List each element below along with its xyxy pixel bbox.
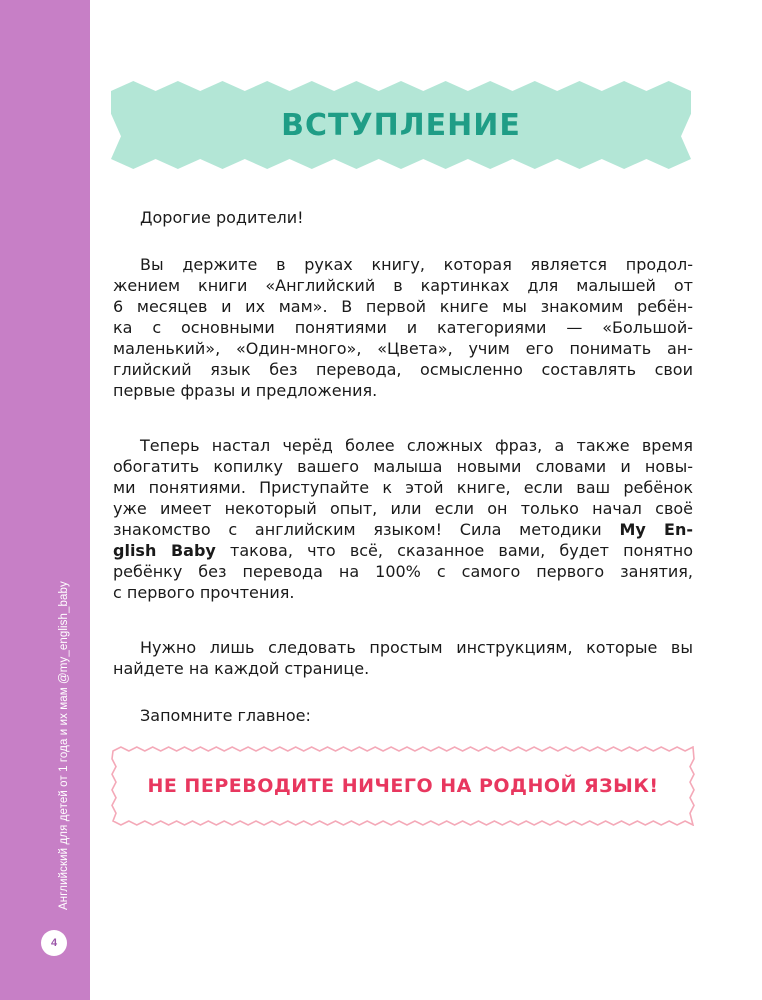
- text-line: ка с основными понятиями и категориями — «Большой-: [113, 318, 693, 337]
- sidebar-vertical-caption: Английский для детей от 1 года и их мам @my_english_baby: [58, 581, 70, 910]
- page-title: ВСТУПЛЕНИЕ: [281, 107, 521, 143]
- title-banner: [111, 81, 691, 169]
- main-rule-notice: [111, 746, 695, 826]
- text-line: 6 месяцев и их мам». В первой книге мы знакомим ребён-: [113, 297, 693, 316]
- text-line: с первого прочтения.: [113, 583, 295, 602]
- text-line: ми понятиями. Приступайте к этой книге, если ваш ребёнок: [113, 478, 693, 497]
- text-line: Нужно лишь следовать простым инструкциям, которые вы: [140, 638, 693, 657]
- text-line: ребёнку без перевода на 100% с самого первого занятия,: [113, 562, 693, 581]
- text-line: глийский язык без перевода, осмысленно составлять свои: [113, 360, 693, 379]
- text-segment: знакомство с английским языком! Сила методики: [113, 520, 602, 539]
- method-paragraph: [113, 435, 693, 603]
- text-line: обогатить копилку вашего малыша новыми словами и новы-: [113, 457, 693, 476]
- notice-text: НЕ ПЕРЕВОДИТЕ НИЧЕГО НА РОДНОЙ ЯЗЫК!: [147, 775, 659, 797]
- brand-name-part2: glish Baby: [113, 541, 216, 560]
- brand-name-part1: My En-: [619, 520, 694, 539]
- greeting-paragraph: [113, 207, 693, 228]
- text-line: уже имеет некоторый опыт, или если он только начал своё: [113, 499, 693, 518]
- text-segment: такова, что всё, сказанное вами, будет понятно: [230, 541, 693, 560]
- page-number-badge: 4: [41, 930, 67, 956]
- page-sidebar: [0, 0, 90, 1000]
- text-line: маленький», «Один-много», «Цвета», учим его понимать ан-: [113, 339, 693, 358]
- intro-paragraph: [113, 254, 693, 401]
- remember-text: Запомните главное:: [140, 706, 311, 725]
- text-line: первые фразы и предложения.: [113, 381, 378, 400]
- instructions-paragraph: [113, 637, 693, 679]
- text-line: Вы держите в руках книгу, которая является продол-: [140, 255, 693, 274]
- text-line: найдете на каждой странице.: [113, 659, 370, 678]
- text-line-with-brand: [113, 540, 693, 561]
- greeting-text: Дорогие родители!: [140, 208, 304, 227]
- remember-paragraph: [113, 705, 693, 726]
- text-line: Теперь настал черёд более сложных фраз, а также время: [140, 436, 693, 455]
- text-line: жением книги «Английский в картинках для малышей от: [113, 276, 693, 295]
- text-line-with-brand: [113, 519, 693, 540]
